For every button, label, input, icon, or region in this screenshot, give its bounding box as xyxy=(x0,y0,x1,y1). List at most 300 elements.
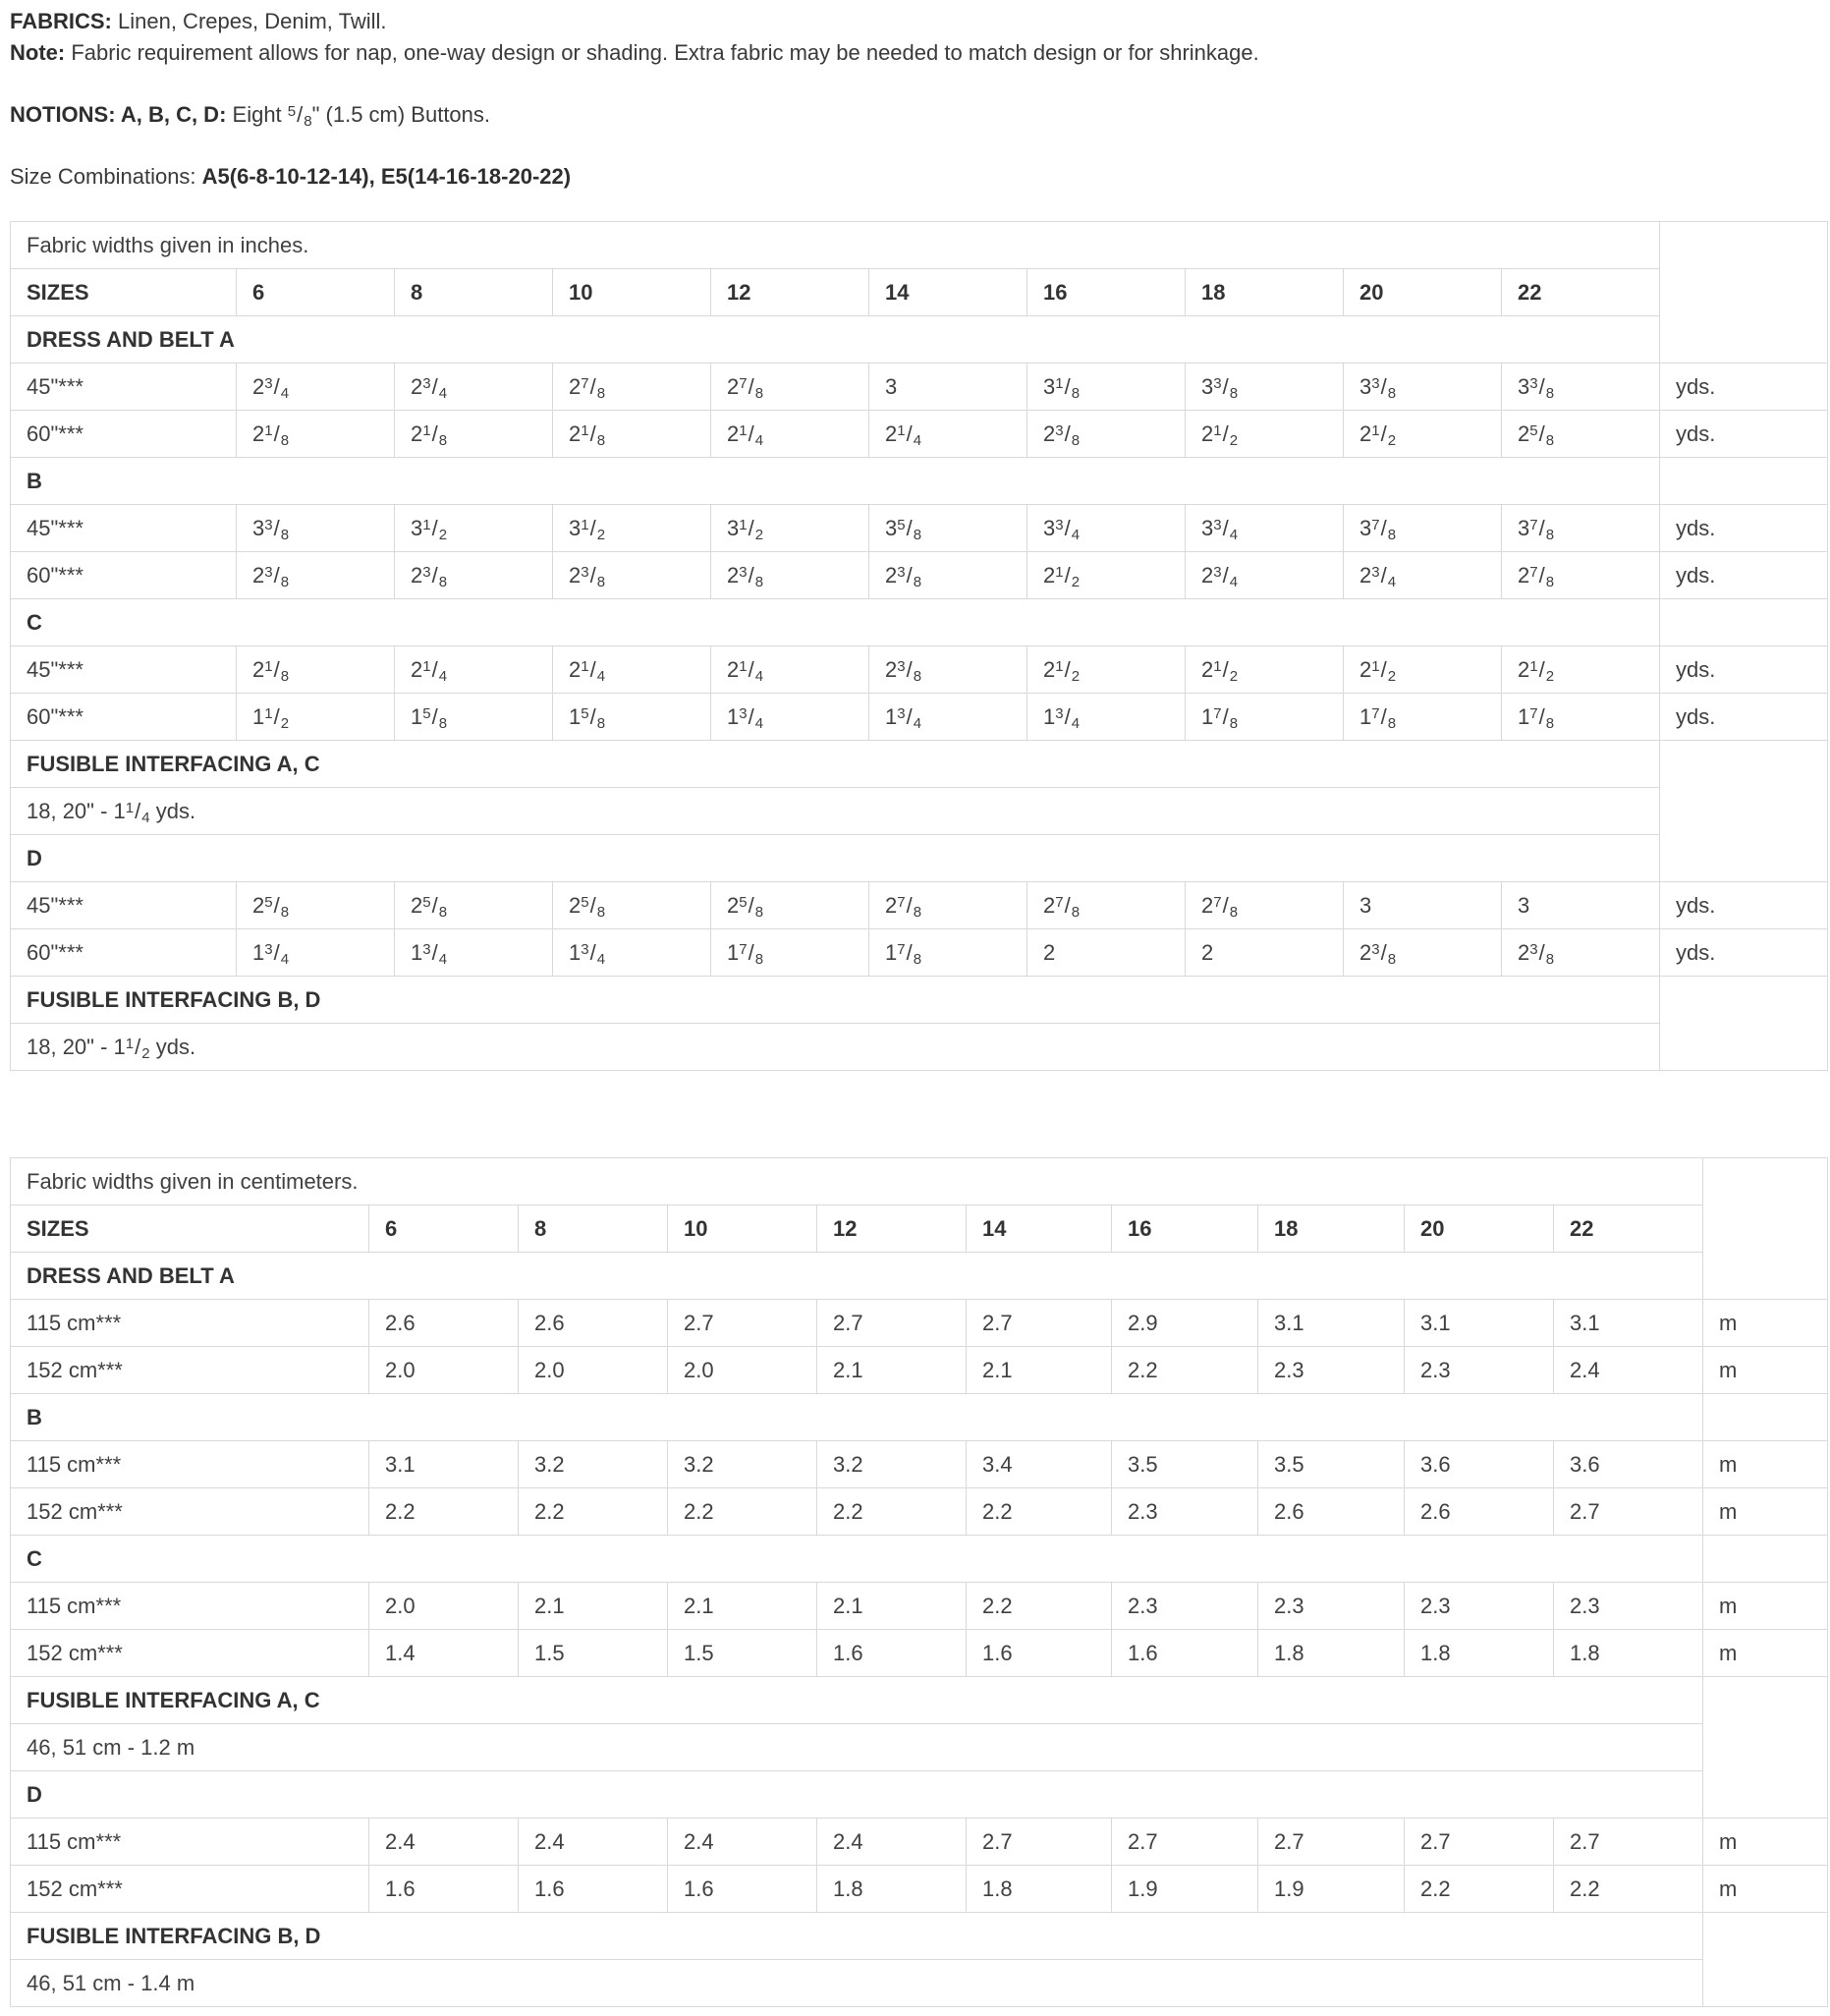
fraction-numerator: 3 xyxy=(1371,374,1380,392)
note-prefix: 46, 51 cm - 1.2 m xyxy=(27,1734,195,1760)
yardage-cell-size-12: 1.8 xyxy=(817,1866,967,1913)
yardage-cell-size-8: 1.6 xyxy=(519,1866,668,1913)
fraction-numerator: 5 xyxy=(422,893,431,911)
fraction: $^3/_8$ xyxy=(1529,939,1555,968)
yardage-cell-size-22 xyxy=(1502,694,1660,741)
yardage-cell-size-18: 2.7 xyxy=(1258,1819,1405,1866)
yardage-cell-size-16 xyxy=(1027,364,1186,411)
whole-number: 3 xyxy=(1518,515,1530,540)
size-header-20: 20 xyxy=(1344,269,1502,316)
fraction-denominator: 2 xyxy=(1387,667,1397,685)
fraction-denominator: 8 xyxy=(1545,714,1555,732)
fraction-denominator: 4 xyxy=(280,950,290,968)
yardage-cell-size-20: 1.8 xyxy=(1405,1630,1554,1677)
table-caption: Fabric widths given in inches. xyxy=(11,222,1660,269)
fraction-numerator: 1 xyxy=(739,516,748,533)
fraction-numerator: 3 xyxy=(1371,563,1380,581)
fraction-numerator: 5 xyxy=(264,893,273,911)
yardage-cell-size-20: 2.7 xyxy=(1405,1819,1554,1866)
fraction-denominator: 2 xyxy=(1071,667,1081,685)
fraction-numerator: 1 xyxy=(739,421,748,439)
fraction-numerator: 7 xyxy=(1529,563,1538,581)
yardage-cell-size-22: 2.4 xyxy=(1554,1347,1703,1394)
fraction: $^5/_8$ xyxy=(422,892,448,921)
fraction-numerator: 3 xyxy=(897,704,906,722)
table-row xyxy=(11,411,1828,458)
section-heading: FUSIBLE INTERFACING B, D xyxy=(11,977,1660,1024)
whole-number: 1 xyxy=(113,1034,126,1059)
yardage-cell-size-20 xyxy=(1344,646,1502,694)
section-heading: B xyxy=(11,458,1660,505)
unit-label: m xyxy=(1703,1819,1828,1866)
yardage-cell-size-14 xyxy=(869,411,1027,458)
yardage-cell-size-20: 2.6 xyxy=(1405,1488,1554,1536)
whole-number: 2 xyxy=(411,656,423,682)
yardage-cell-size-22: 2.2 xyxy=(1554,1866,1703,1913)
yardage-cell-size-20 xyxy=(1344,694,1502,741)
whole-number: 3 xyxy=(1359,373,1372,399)
fraction-denominator: 8 xyxy=(280,573,290,590)
fraction: $^3/_4$ xyxy=(1371,562,1397,590)
whole-number: 2 xyxy=(885,420,898,446)
whole-number: 2 xyxy=(1359,939,1372,965)
yardage-cell-size-18 xyxy=(1186,552,1344,599)
yardage-cell-size-22 xyxy=(1502,552,1660,599)
fraction-denominator: 8 xyxy=(1387,950,1397,968)
fraction-numerator: 3 xyxy=(422,563,431,581)
yardage-cell-size-14 xyxy=(869,882,1027,929)
yardage-cell-size-22: 2.7 xyxy=(1554,1819,1703,1866)
unit-spacer xyxy=(1703,1677,1828,1819)
interfacing-note xyxy=(11,1024,1660,1071)
yardage-cell-size-14: 1.8 xyxy=(967,1866,1112,1913)
fraction: $^1/_8$ xyxy=(1055,373,1081,402)
fraction-numerator: 1 xyxy=(1371,421,1380,439)
yardage-cell-size-12 xyxy=(711,929,869,977)
whole-number: 1 xyxy=(113,798,126,823)
yardage-cell-size-12 xyxy=(711,364,869,411)
fraction-numerator: 7 xyxy=(897,940,906,958)
unit-spacer xyxy=(1660,458,1828,505)
fabrics-value: Linen, Crepes, Denim, Twill. xyxy=(111,9,387,33)
note-label: Note: xyxy=(10,40,66,65)
yardage-cell-size-8 xyxy=(395,929,553,977)
fraction-numerator: 5 xyxy=(581,893,589,911)
whole-number: 1 xyxy=(885,703,898,729)
yardage-cell-size-14: 3 xyxy=(869,364,1027,411)
fraction: $^5/_8$ xyxy=(1529,420,1555,449)
yardage-cell-size-16 xyxy=(1027,646,1186,694)
fraction: $^1/_2$ xyxy=(1213,420,1239,449)
yardage-cell-size-20 xyxy=(1344,364,1502,411)
fabric-width-label: 60"*** xyxy=(11,411,237,458)
fraction: $^1/_2$ xyxy=(739,515,764,543)
fraction: $^3/_8$ xyxy=(581,562,606,590)
interfacing-note xyxy=(11,788,1660,835)
whole-number: 1 xyxy=(411,939,423,965)
fraction: $^3/_4$ xyxy=(264,373,290,402)
fraction-numerator: 7 xyxy=(1055,893,1064,911)
fraction-denominator: 2 xyxy=(280,714,290,732)
fraction-denominator: 8 xyxy=(304,113,312,130)
fraction-denominator: 4 xyxy=(141,809,150,826)
note-line xyxy=(10,37,1817,69)
fraction-denominator: 2 xyxy=(1387,431,1397,449)
yardage-cell-size-10 xyxy=(553,694,711,741)
fraction: $^7/_8$ xyxy=(1529,515,1555,543)
fraction-denominator: 8 xyxy=(596,431,606,449)
fraction-numerator: 5 xyxy=(1529,421,1538,439)
unit-label: m xyxy=(1703,1583,1828,1630)
unit-spacer xyxy=(1660,741,1828,882)
yardage-cell-size-6: 3.1 xyxy=(369,1441,519,1488)
whole-number: 3 xyxy=(411,515,423,540)
fraction: $^1/_8$ xyxy=(264,420,290,449)
whole-number: 2 xyxy=(252,373,265,399)
yardage-cell-size-12: 2.1 xyxy=(817,1347,967,1394)
yardage-cell-size-16: 3.5 xyxy=(1112,1441,1258,1488)
yardage-cell-size-22 xyxy=(1502,646,1660,694)
yardage-cell-size-8 xyxy=(395,505,553,552)
yardage-cell-size-10 xyxy=(553,552,711,599)
fraction-denominator: 2 xyxy=(1229,431,1239,449)
yardage-cell-size-16 xyxy=(1027,552,1186,599)
size-header-10: 10 xyxy=(668,1205,817,1253)
yardage-cell-size-6: 2.0 xyxy=(369,1347,519,1394)
fraction-denominator: 8 xyxy=(913,667,922,685)
yardage-cell-size-16 xyxy=(1027,882,1186,929)
fraction-numerator: 3 xyxy=(1213,374,1222,392)
fraction-numerator: 1 xyxy=(422,657,431,675)
fraction-denominator: 8 xyxy=(913,950,922,968)
fraction-denominator: 8 xyxy=(1071,384,1081,402)
yardage-cell-size-10 xyxy=(553,929,711,977)
fraction: $^3/_8$ xyxy=(264,562,290,590)
whole-number: 1 xyxy=(1201,703,1214,729)
fraction-denominator: 2 xyxy=(438,526,448,543)
fabric-width-label: 115 cm*** xyxy=(11,1441,369,1488)
fraction-numerator: 3 xyxy=(1213,563,1222,581)
fraction-denominator: 8 xyxy=(596,384,606,402)
fraction-denominator: 8 xyxy=(913,526,922,543)
yardage-cell-size-22: 3.1 xyxy=(1554,1300,1703,1347)
fraction: $^1/_4$ xyxy=(125,798,150,826)
fraction-denominator: 8 xyxy=(280,526,290,543)
fraction-numerator: 7 xyxy=(739,374,748,392)
fraction-denominator: 4 xyxy=(1071,526,1081,543)
fraction: $^1/_4$ xyxy=(422,656,448,685)
section-heading: FUSIBLE INTERFACING A, C xyxy=(11,1677,1703,1724)
fraction: $^7/_8$ xyxy=(1371,703,1397,732)
fraction-numerator: 7 xyxy=(1213,704,1222,722)
fraction-numerator: 1 xyxy=(1055,563,1064,581)
section-row xyxy=(11,741,1828,788)
sizes-header-row xyxy=(11,1205,1828,1253)
yardage-cell-size-12 xyxy=(711,411,869,458)
fraction: $^7/_8$ xyxy=(739,373,764,402)
fraction-denominator: 2 xyxy=(141,1044,150,1062)
whole-number: 2 xyxy=(727,656,740,682)
whole-number: 3 xyxy=(1043,373,1056,399)
caption-row xyxy=(11,222,1828,269)
whole-number: 2 xyxy=(1201,420,1214,446)
yardage-cell-size-20: 3.1 xyxy=(1405,1300,1554,1347)
note-amount xyxy=(113,798,150,826)
fraction-numerator: 7 xyxy=(1371,704,1380,722)
yardage-cell-size-12: 2.2 xyxy=(817,1488,967,1536)
yardage-cell-size-16: 2.9 xyxy=(1112,1300,1258,1347)
fraction-denominator: 4 xyxy=(754,667,764,685)
yardage-cell-size-10: 3.2 xyxy=(668,1441,817,1488)
fraction-numerator: 7 xyxy=(739,940,748,958)
fraction: $^5/_8$ xyxy=(581,703,606,732)
size-header-12: 12 xyxy=(817,1205,967,1253)
yardage-cell-size-6 xyxy=(237,364,395,411)
unit-spacer xyxy=(1703,1913,1828,2007)
yardage-cell-size-14: 1.6 xyxy=(967,1630,1112,1677)
size-header-18: 18 xyxy=(1258,1205,1405,1253)
unit-spacer xyxy=(1660,222,1828,364)
yardage-cell-size-8 xyxy=(395,552,553,599)
fraction-numerator: 1 xyxy=(264,704,273,722)
note-row xyxy=(11,1960,1828,2007)
interfacing-note xyxy=(11,1724,1703,1771)
whole-number: 2 xyxy=(885,892,898,918)
yardage-cell-size-12: 3.2 xyxy=(817,1441,967,1488)
table-row xyxy=(11,646,1828,694)
table-row xyxy=(11,1819,1828,1866)
yardage-cell-size-22: 3 xyxy=(1502,882,1660,929)
fraction-numerator: 1 xyxy=(1055,657,1064,675)
whole-number: 2 xyxy=(727,892,740,918)
size-header-14: 14 xyxy=(869,269,1027,316)
fabric-width-label: 115 cm*** xyxy=(11,1819,369,1866)
yardage-cell-size-6: 2.2 xyxy=(369,1488,519,1536)
fraction: $^1/_8$ xyxy=(264,656,290,685)
fabrics-label: FABRICS: xyxy=(10,9,112,33)
whole-number: 2 xyxy=(1043,656,1056,682)
whole-number: 2 xyxy=(411,373,423,399)
section-row xyxy=(11,1913,1828,1960)
yardage-cell-size-16: 2 xyxy=(1027,929,1186,977)
whole-number: 2 xyxy=(252,420,265,446)
whole-number: 2 xyxy=(1201,892,1214,918)
fraction-numerator: 3 xyxy=(264,374,273,392)
yardage-cell-size-8 xyxy=(395,411,553,458)
fraction: $^3/_8$ xyxy=(1371,939,1397,968)
whole-number: 3 xyxy=(1359,515,1372,540)
yardage-cell-size-8: 2.4 xyxy=(519,1819,668,1866)
yardage-cell-size-6 xyxy=(237,929,395,977)
yardage-cell-size-14: 2.2 xyxy=(967,1583,1112,1630)
table-row xyxy=(11,1441,1828,1488)
fraction-denominator: 8 xyxy=(1387,526,1397,543)
fraction-numerator: 3 xyxy=(1055,421,1064,439)
fabrics-line xyxy=(10,6,1817,37)
unit-label: yds. xyxy=(1660,364,1828,411)
whole-number: 1 xyxy=(1359,703,1372,729)
unit-label: m xyxy=(1703,1347,1828,1394)
unit-label: m xyxy=(1703,1300,1828,1347)
size-header-6: 6 xyxy=(369,1205,519,1253)
fraction: $^7/_8$ xyxy=(897,939,922,968)
unit-label: yds. xyxy=(1660,929,1828,977)
section-row xyxy=(11,458,1828,505)
fraction: $^3/_4$ xyxy=(422,939,448,968)
note-amount xyxy=(113,1034,150,1062)
fraction: $^1/_2$ xyxy=(1371,420,1397,449)
sizes-label: SIZES xyxy=(11,1205,369,1253)
interfacing-note xyxy=(11,1960,1703,2007)
note-unit: yds. xyxy=(149,798,196,823)
whole-number: 3 xyxy=(727,515,740,540)
section-heading: D xyxy=(11,835,1660,882)
fraction-denominator: 8 xyxy=(596,714,606,732)
section-heading: DRESS AND BELT A xyxy=(11,316,1660,364)
whole-number: 1 xyxy=(252,939,265,965)
fraction-denominator: 4 xyxy=(438,950,448,968)
table-row xyxy=(11,694,1828,741)
fraction: $^1/_4$ xyxy=(581,656,606,685)
section-heading: FUSIBLE INTERFACING A, C xyxy=(11,741,1660,788)
fraction-denominator: 4 xyxy=(596,667,606,685)
yardage-cell-size-14 xyxy=(869,646,1027,694)
fraction-numerator: 3 xyxy=(1213,516,1222,533)
yardage-cell-size-14 xyxy=(869,929,1027,977)
fraction-denominator: 4 xyxy=(1071,714,1081,732)
fraction: $^7/_8$ xyxy=(1213,892,1239,921)
fraction-numerator: 3 xyxy=(739,704,748,722)
whole-number: 2 xyxy=(411,562,423,588)
fraction-numerator: 1 xyxy=(897,421,906,439)
whole-number: 2 xyxy=(1359,562,1372,588)
yardage-cell-size-20 xyxy=(1344,552,1502,599)
note-row xyxy=(11,1724,1828,1771)
yardage-cell-size-8: 2.0 xyxy=(519,1347,668,1394)
yardage-cell-size-6 xyxy=(237,882,395,929)
fraction-denominator: 4 xyxy=(754,714,764,732)
yardage-cell-size-6 xyxy=(237,411,395,458)
yardage-cell-size-16 xyxy=(1027,505,1186,552)
whole-number: 2 xyxy=(885,656,898,682)
whole-number: 2 xyxy=(1201,562,1214,588)
fraction: $^1/_2$ xyxy=(1371,656,1397,685)
fraction: $^1/_4$ xyxy=(739,656,764,685)
fraction: $^7/_8$ xyxy=(897,892,922,921)
fraction: $^5/_8$ xyxy=(264,892,290,921)
note-row xyxy=(11,788,1828,835)
fraction: $^3/_8$ xyxy=(1055,420,1081,449)
fraction-denominator: 8 xyxy=(1229,903,1239,921)
yardage-cell-size-22: 2.3 xyxy=(1554,1583,1703,1630)
yardage-cell-size-22: 3.6 xyxy=(1554,1441,1703,1488)
whole-number: 2 xyxy=(727,373,740,399)
fraction-denominator: 8 xyxy=(1545,384,1555,402)
section-row xyxy=(11,1536,1828,1583)
fraction: $^1/_2$ xyxy=(581,515,606,543)
fraction-numerator: 7 xyxy=(1213,893,1222,911)
fraction: $^1/_2$ xyxy=(264,703,290,732)
size-header-20: 20 xyxy=(1405,1205,1554,1253)
yardage-cell-size-12 xyxy=(711,646,869,694)
section-heading: D xyxy=(11,1771,1703,1819)
whole-number: 2 xyxy=(885,562,898,588)
yardage-cell-size-18: 2.3 xyxy=(1258,1583,1405,1630)
whole-number: 1 xyxy=(1518,703,1530,729)
fraction-numerator: 3 xyxy=(1055,516,1064,533)
fraction: $^5/_8$ xyxy=(581,892,606,921)
fraction-denominator: 8 xyxy=(596,573,606,590)
fraction-numerator: 3 xyxy=(739,563,748,581)
unit-spacer xyxy=(1703,1394,1828,1441)
fraction-denominator: 8 xyxy=(280,903,290,921)
table-row xyxy=(11,882,1828,929)
yardage-cell-size-10 xyxy=(553,411,711,458)
fraction-numerator: 7 xyxy=(1529,516,1538,533)
yardage-cell-size-6: 1.4 xyxy=(369,1630,519,1677)
fraction-numerator: 1 xyxy=(264,657,273,675)
yardage-cell-size-18 xyxy=(1186,694,1344,741)
yardage-cell-size-14: 2.2 xyxy=(967,1488,1112,1536)
yardage-cell-size-20: 3.6 xyxy=(1405,1441,1554,1488)
yardage-cell-size-20 xyxy=(1344,505,1502,552)
whole-number: 2 xyxy=(569,420,582,446)
whole-number: 3 xyxy=(1518,373,1530,399)
size-header-10: 10 xyxy=(553,269,711,316)
fraction: $^1/_2$ xyxy=(125,1034,150,1062)
fraction-denominator: 8 xyxy=(1229,384,1239,402)
fraction-numerator: 3 xyxy=(897,657,906,675)
fraction-denominator: 2 xyxy=(754,526,764,543)
fraction-numerator: 3 xyxy=(897,563,906,581)
centimeters-yardage-table xyxy=(10,1157,1828,2007)
unit-spacer xyxy=(1660,599,1828,646)
fraction-denominator: 8 xyxy=(596,903,606,921)
fraction: $^7/_8$ xyxy=(1529,703,1555,732)
whole-number: 1 xyxy=(1043,703,1056,729)
fraction-denominator: 8 xyxy=(280,431,290,449)
unit-label: m xyxy=(1703,1488,1828,1536)
fabric-width-label: 60"*** xyxy=(11,694,237,741)
size-header-18: 18 xyxy=(1186,269,1344,316)
yardage-cell-size-14: 2.7 xyxy=(967,1819,1112,1866)
fraction: $^3/_4$ xyxy=(897,703,922,732)
fraction: $^5/_8$ xyxy=(739,892,764,921)
whole-number: 1 xyxy=(252,703,265,729)
fraction-numerator: 1 xyxy=(264,421,273,439)
fraction-numerator: 3 xyxy=(1529,940,1538,958)
fraction: $^3/_4$ xyxy=(739,703,764,732)
unit-label: yds. xyxy=(1660,505,1828,552)
yardage-cell-size-10 xyxy=(553,882,711,929)
yardage-cell-size-8 xyxy=(395,646,553,694)
yardage-cell-size-10: 1.6 xyxy=(668,1866,817,1913)
whole-number: 2 xyxy=(411,420,423,446)
yardage-cell-size-6: 2.4 xyxy=(369,1819,519,1866)
fraction-numerator: 3 xyxy=(1371,940,1380,958)
note-row xyxy=(11,1024,1828,1071)
fraction: $^1/_4$ xyxy=(739,420,764,449)
yardage-cell-size-12 xyxy=(711,694,869,741)
fraction-numerator: 5 xyxy=(581,704,589,722)
yardage-cell-size-14: 2.1 xyxy=(967,1347,1112,1394)
unit-label: m xyxy=(1703,1630,1828,1677)
fraction: $^3/_4$ xyxy=(1213,515,1239,543)
fraction: $^3/_8$ xyxy=(1371,373,1397,402)
fraction-numerator: 1 xyxy=(125,1035,135,1052)
table-row xyxy=(11,1630,1828,1677)
size-header-16: 16 xyxy=(1027,269,1186,316)
